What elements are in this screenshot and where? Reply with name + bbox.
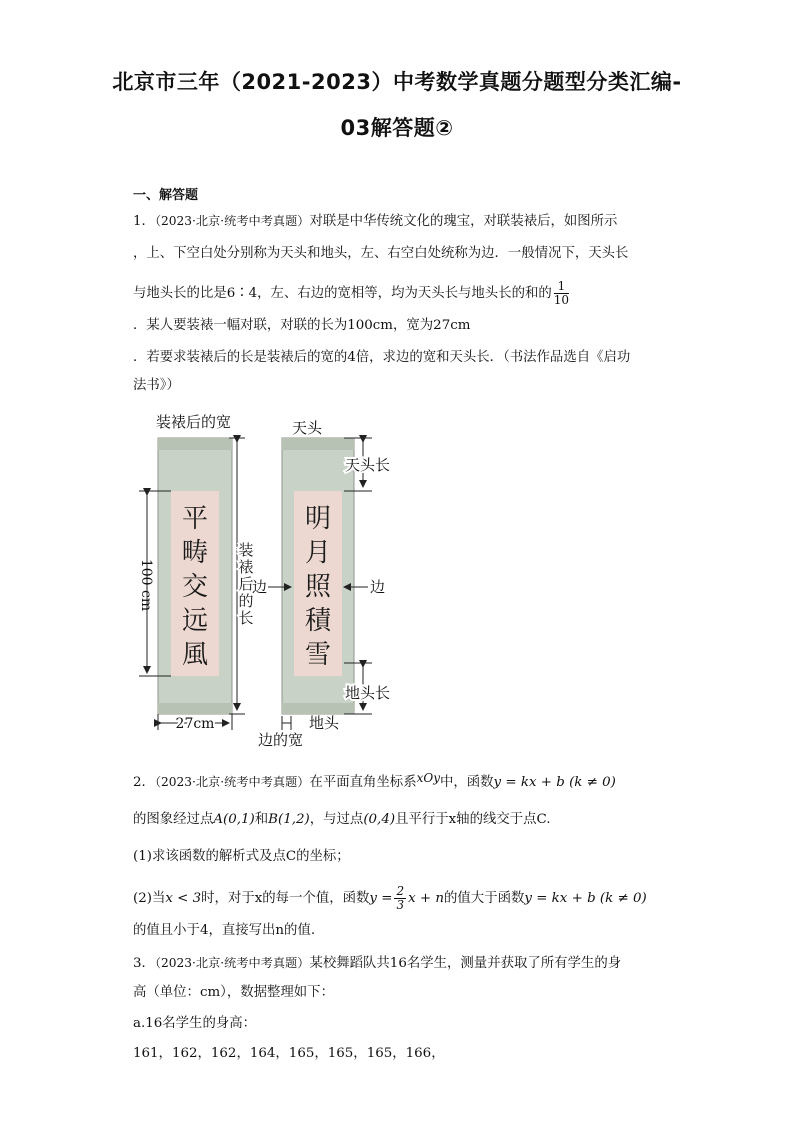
label-ditou-length: 地头长 xyxy=(345,684,391,702)
q2-func2-den: 3 xyxy=(396,898,405,912)
q1-line-6: 法书》） xyxy=(133,378,180,393)
page-title-line-2: 03解答题② xyxy=(340,116,454,140)
label-length-after-char-2: 裱 xyxy=(238,558,254,576)
q2-func-1: y = kx + b (k ≠ 0) xyxy=(493,775,616,790)
q2-line-1 xyxy=(133,770,616,791)
right-scroll-characters xyxy=(305,504,333,670)
q3-source: （2023·北京·统考中考真题） xyxy=(154,956,310,970)
q2-func2-post: x + n xyxy=(408,891,445,906)
q3-line-3: a.16名学生的身高： xyxy=(133,1016,257,1031)
left-scroll-char-4: 远 xyxy=(181,606,209,636)
q2-part-2-end: 的值且小于4，直接写出n的值. xyxy=(133,923,316,938)
q1-line-5: ．若要求装裱后的长是装裱后的宽的4倍，求边的宽和天头长．（书法作品选自《启功 xyxy=(133,350,631,365)
q2-part-1: (1)求该函数的解析式及点C的坐标； xyxy=(133,849,350,864)
left-scroll-char-2: 畴 xyxy=(181,538,209,568)
q2-func2-fraction xyxy=(394,885,406,912)
q2-point-a: A(0,1) xyxy=(213,812,255,827)
q2-text-1b: 中，函数 xyxy=(439,775,494,790)
q2-point-b: B(1,2) xyxy=(268,812,310,827)
label-bian-left: 边 xyxy=(252,578,268,596)
right-scroll-char-5: 雪 xyxy=(304,640,332,670)
q2-part2-c: 的值大于函数 xyxy=(444,891,525,906)
label-length-after-char-1: 装 xyxy=(238,541,254,559)
q1-fraction xyxy=(554,280,569,307)
q3-number: 3． xyxy=(133,956,155,971)
right-scroll-char-3: 照 xyxy=(304,572,332,602)
q1-line-4: ．某人要装裱一幅对联，对联的长为100cm，宽为27cm xyxy=(133,318,471,333)
q2-part2-b: 时，对于x的每一个值，函数 xyxy=(201,891,370,906)
q1-frac-num: 1 xyxy=(554,280,569,294)
left-scroll-char-3: 交 xyxy=(181,572,209,602)
q2-func2-num: 2 xyxy=(396,884,405,898)
label-100cm: 100 cm xyxy=(138,558,154,612)
q2-text-2a: 的图象经过点 xyxy=(133,812,214,827)
q1-line-2: ，上、下空白处分别称为天头和地头，左、右空白处统称为边．一般情况下，天头长 xyxy=(133,246,629,261)
q1-line-3 xyxy=(133,280,571,307)
label-tiantou: 天头 xyxy=(292,419,323,437)
q2-text-2c: 且平行于x轴的线交于点C. xyxy=(395,812,551,827)
q2-line-2 xyxy=(133,812,551,828)
right-scroll-char-4: 積 xyxy=(304,606,332,636)
label-tiantou-length: 天头长 xyxy=(345,456,391,474)
q1-text-1: 对联是中华传统文化的瑰宝，对联装裱后，如图所示 xyxy=(309,214,618,229)
label-length-after-char-5: 长 xyxy=(238,609,254,627)
q2-func-3: y = kx + b (k ≠ 0) xyxy=(524,891,647,906)
label-bian-right: 边 xyxy=(370,578,386,596)
q2-condition: x < 3 xyxy=(165,891,202,906)
q1-text-3: 与地头长的比是6∶4，左、右边的宽相等，均为天头长与地头长的和的 xyxy=(133,286,552,301)
q3-line-1 xyxy=(133,955,621,972)
label-bian-width: 边的宽 xyxy=(258,731,304,749)
q1-source: （2023·北京·统考中考真题） xyxy=(154,214,310,228)
right-scroll-char-2: 月 xyxy=(304,538,332,568)
right-scroll-char-1: 明 xyxy=(304,504,332,534)
q3-line-2: 高（单位：cm），数据整理如下： xyxy=(133,985,334,1000)
q2-part-2 xyxy=(133,885,647,912)
q3-text-1: 某校舞蹈队共16名学生，测量并获取了所有学生的身 xyxy=(309,956,622,971)
section-heading: 一、解答题 xyxy=(133,188,199,203)
q2-text-1: 在平面直角坐标系 xyxy=(309,775,417,790)
left-scroll-char-1: 平 xyxy=(181,504,209,534)
q2-point-04: (0,4) xyxy=(363,812,396,827)
q1-frac-den: 10 xyxy=(553,293,570,307)
label-width-after: 装裱后的宽 xyxy=(156,413,232,431)
q1-number: 1． xyxy=(133,214,155,229)
couplet-figure xyxy=(125,405,415,750)
q2-number: 2． xyxy=(133,775,155,790)
q2-func2-pre: y = xyxy=(369,891,393,906)
page-title-line-1: 北京市三年（2021-2023）中考数学真题分题型分类汇编- xyxy=(112,70,682,94)
q1-line-1 xyxy=(133,213,617,230)
q3-line-4: 161，162，162，164，165，165，165，166， xyxy=(133,1046,445,1061)
label-length-after-char-4: 的 xyxy=(238,592,254,610)
q2-text-2b: ，与过点 xyxy=(309,812,364,827)
left-scroll-characters xyxy=(182,504,208,670)
q2-coord-sys: xOy xyxy=(416,771,440,785)
label-ditou: 地头 xyxy=(309,714,340,732)
left-scroll-char-5: 風 xyxy=(181,640,209,670)
label-27cm: 27cm xyxy=(175,716,215,732)
label-length-after-char-3: 后 xyxy=(238,575,254,593)
q2-source: （2023·北京·统考中考真题） xyxy=(154,775,310,789)
q2-part2-a: (2)当 xyxy=(133,891,166,906)
q2-text-and: 和 xyxy=(254,812,269,827)
